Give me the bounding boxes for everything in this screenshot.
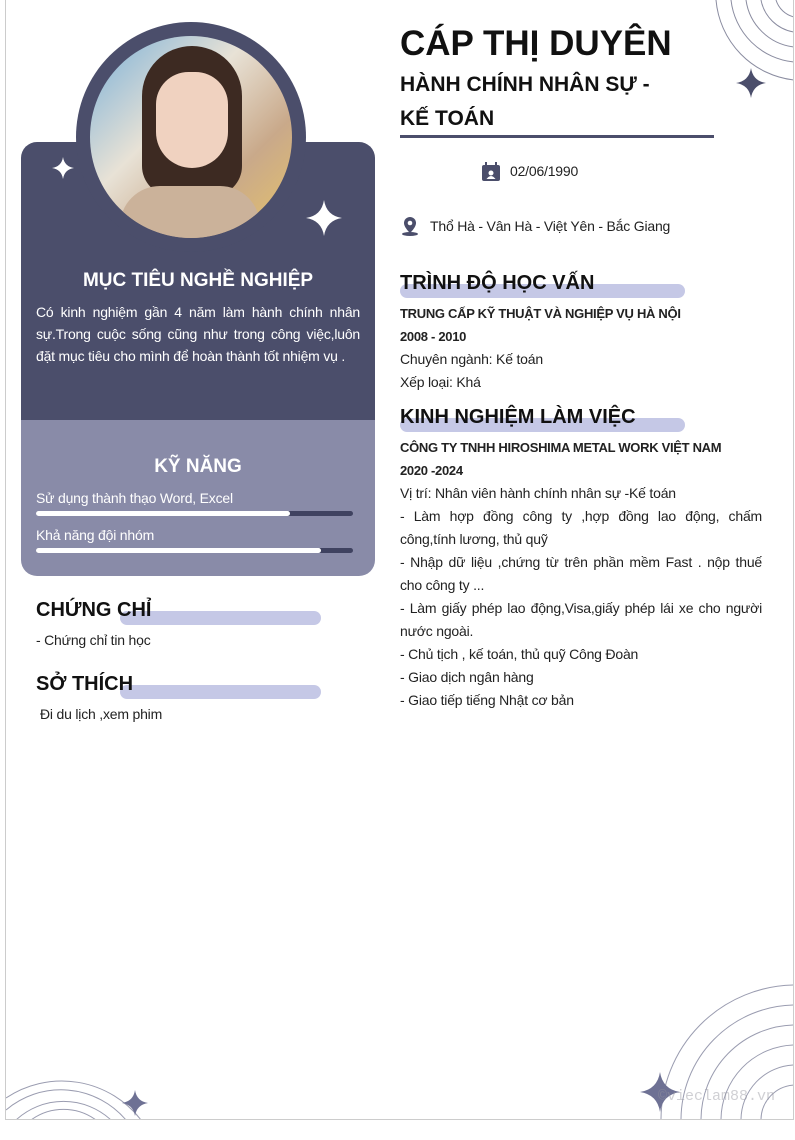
certificates-text: - Chứng chỉ tin học <box>36 632 151 648</box>
education-major: Chuyên ngành: Kế toán <box>400 351 543 367</box>
experience-role: Vị trí: Nhân viên hành chính nhân sự -Kế toán <box>400 485 676 501</box>
experience-header <box>400 406 762 436</box>
birthday: 02/06/1990 <box>510 163 579 179</box>
skill-bar <box>36 548 353 553</box>
full-name: CÁP THỊ DUYÊN <box>400 24 672 63</box>
skill-bar-fill <box>36 548 321 553</box>
skill-bar <box>36 511 353 516</box>
duty-item: - Chủ tịch , kế toán, thủ quỹ Công Đoàn <box>400 646 639 662</box>
objective-title: MỤC TIÊU NGHỀ NGHIỆP <box>82 270 314 291</box>
right-column <box>400 272 762 724</box>
location-icon <box>400 216 420 236</box>
skills-title: KỸ NĂNG <box>154 456 242 477</box>
education-period: 2008 - 2010 <box>400 329 467 344</box>
sparkle-icon <box>306 200 342 236</box>
hobbies-section <box>36 673 321 726</box>
hobbies-text: Đi du lịch ,xem phim <box>40 706 163 722</box>
experience-period: 2020 -2024 <box>400 463 463 478</box>
job-title-line1: HÀNH CHÍNH NHÂN SỰ - <box>400 73 650 96</box>
certificates-title: CHỨNG CHỈ <box>36 599 152 621</box>
duty-item: - Giao dịch ngân hàng <box>400 669 534 685</box>
school-name: TRUNG CẤP KỸ THUẬT VÀ NGHIỆP VỤ HÀ NỘI <box>400 306 681 321</box>
sparkle-icon <box>52 157 74 179</box>
skill-label: Sử dụng thành thạo Word, Excel <box>36 490 233 506</box>
skill-label: Khả năng đội nhóm <box>36 527 155 543</box>
education-section <box>400 272 762 394</box>
address: Thổ Hà - Vân Hà - Việt Yên - Bắc Giang <box>430 218 671 234</box>
job-title-line2: KẾ TOÁN <box>400 107 495 130</box>
profile-photo <box>90 36 292 238</box>
education-title: TRÌNH ĐỘ HỌC VẤN <box>400 272 595 294</box>
calendar-icon <box>481 162 501 182</box>
sparkle-icon <box>122 1090 148 1116</box>
certificates-header <box>36 599 321 629</box>
hobbies-header <box>36 673 321 703</box>
education-grade: Xếp loại: Khá <box>400 374 481 390</box>
skill-item <box>36 487 353 516</box>
objective-text: Có kinh nghiệm gần 4 năm làm hành chính nhân sự.Trong cuộc sống cũng như trong công việc,luôn đặt mục tiêu cho mình để hoàn thành tốt nhiệm vụ . <box>36 304 360 364</box>
watermark: ©vieclam88.vn <box>658 1088 776 1105</box>
skill-bar-fill <box>36 511 290 516</box>
certificates-section <box>36 599 321 652</box>
duty-item: - Làm hợp đồng công ty ,hợp đồng lao động, chấm công,tính lương, thủ quỹ <box>400 508 762 547</box>
duty-item: - Nhập dữ liệu ,chứng từ trên phần mềm Fast . nộp thuế cho công ty ... <box>400 554 762 593</box>
experience-title: KINH NGHIỆM LÀM VIỆC <box>400 406 636 428</box>
education-header <box>400 272 762 302</box>
skill-item <box>36 524 353 553</box>
header-divider <box>400 135 714 138</box>
duty-item: - Làm giấy phép lao động,Visa,giấy phép lái xe cho người nước ngoài. <box>400 600 762 639</box>
title-highlight <box>120 685 321 699</box>
experience-section <box>400 406 762 712</box>
hobbies-title: SỞ THÍCH <box>36 673 134 695</box>
duty-item: - Giao tiếp tiếng Nhật cơ bản <box>400 692 574 708</box>
sparkle-icon <box>736 68 766 98</box>
company-name: CÔNG TY TNHH HIROSHIMA METAL WORK VIỆT NAM <box>400 440 722 455</box>
